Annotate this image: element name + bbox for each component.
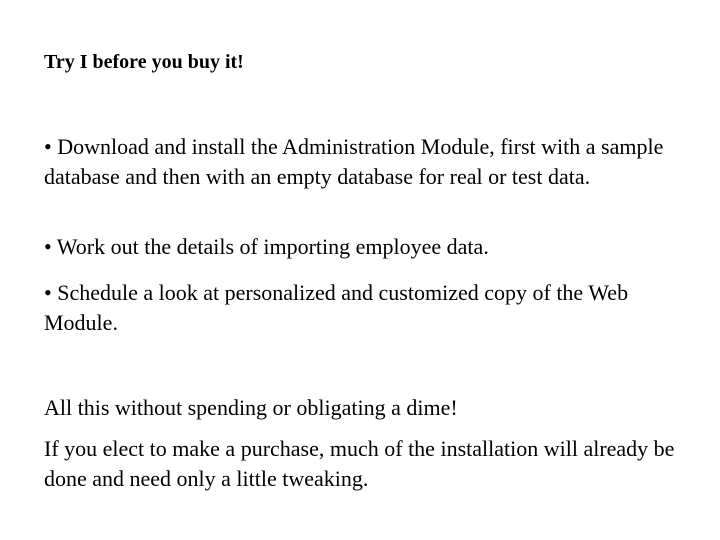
bullet-import-employee-data: • Work out the details of importing employee data.: [44, 234, 489, 259]
bullet-schedule-web-module: • Schedule a look at personalized and customized copy of the Web Module.: [44, 280, 629, 335]
slide-title: Try I before you buy it!: [44, 51, 244, 73]
bullet-download-install: • Download and install the Administration Module, first with a sample database and then with an empty database for real or test data.: [44, 134, 664, 189]
closing-statement: All this without spending or obligating a dime!: [44, 395, 458, 420]
purchase-note: If you elect to make a purchase, much of the installation will already be done and need only a little tweaking.: [44, 436, 675, 491]
